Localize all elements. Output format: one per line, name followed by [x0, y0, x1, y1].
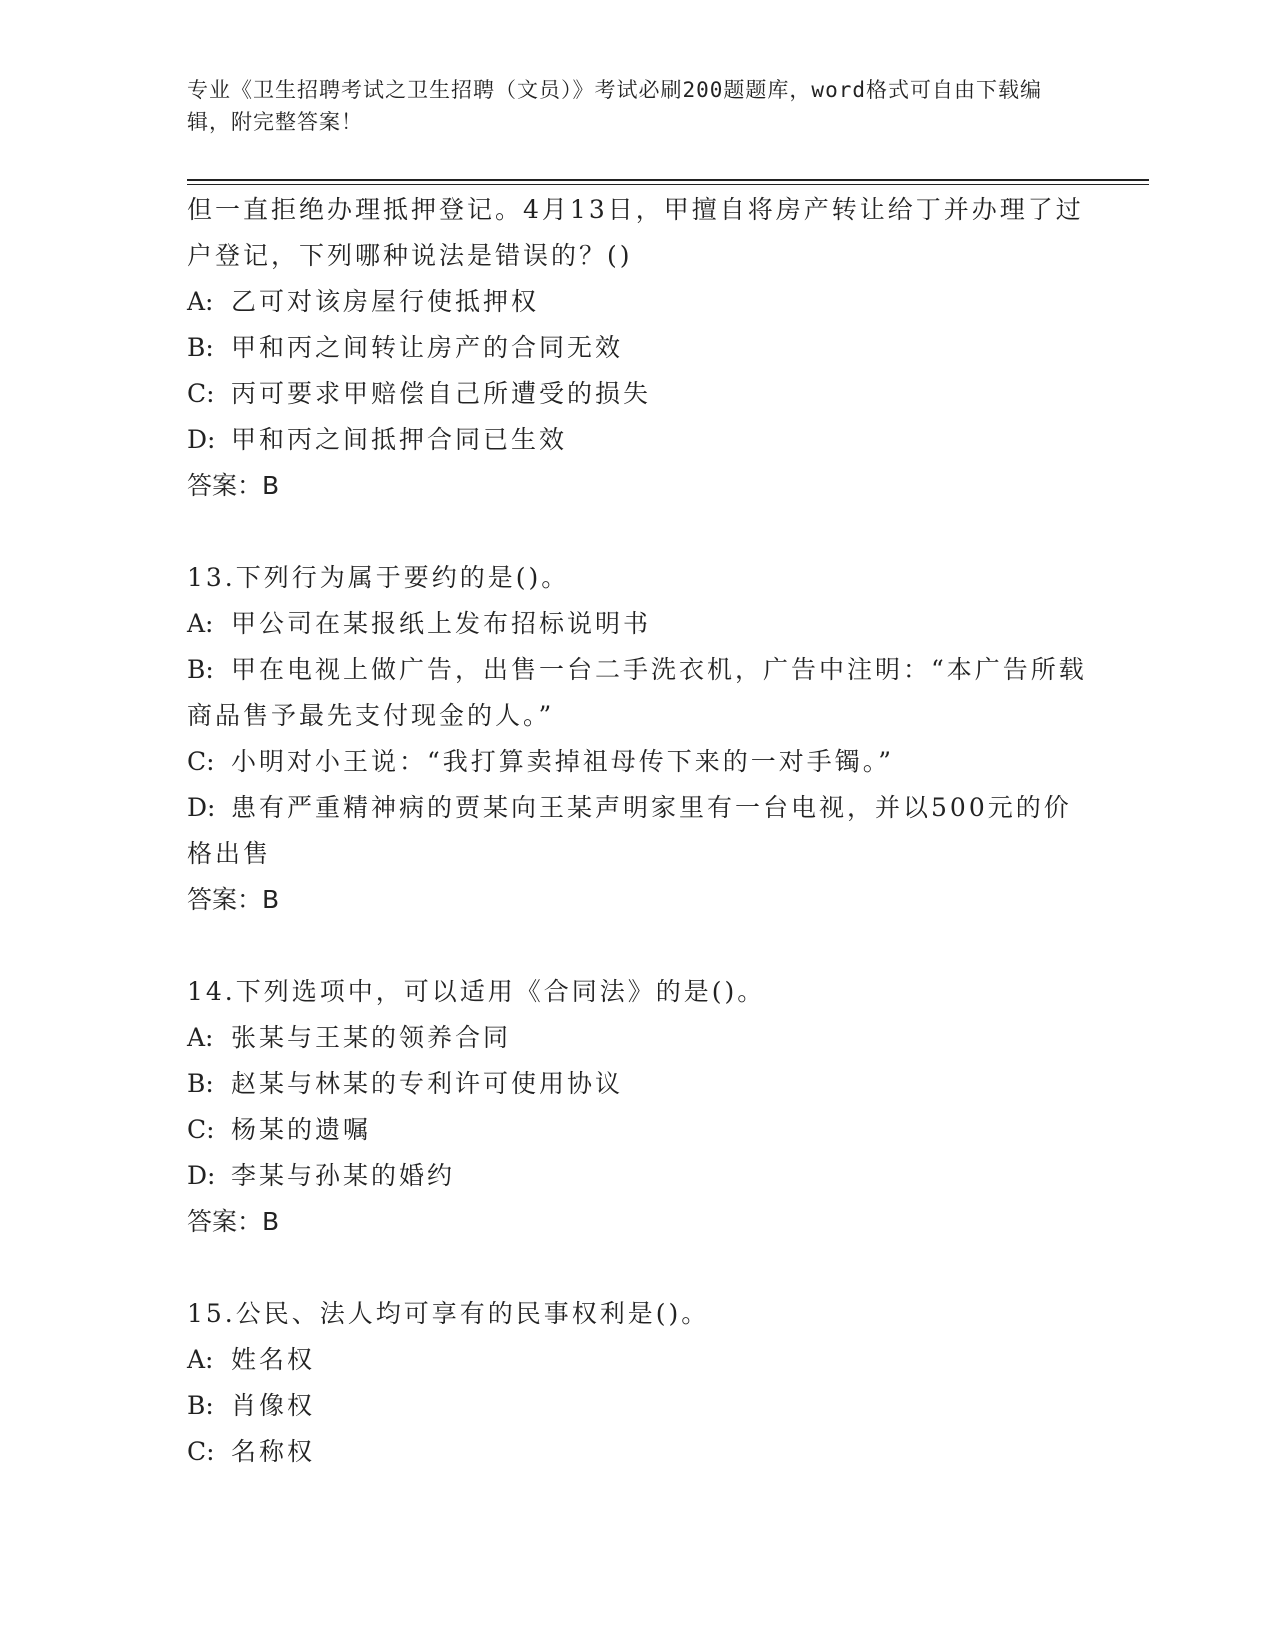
- option-text: 肖像权: [231, 1391, 316, 1420]
- question-stem: 14.下列选项中，可以适用《合同法》的是()。: [187, 977, 766, 1006]
- option-text: 名称权: [231, 1437, 316, 1466]
- spacer: [187, 1245, 1087, 1291]
- option-letter: C:: [187, 747, 215, 776]
- option-letter: B:: [187, 655, 214, 684]
- header-rule-thick: [187, 179, 1149, 181]
- answer-line: 答案：B: [187, 471, 280, 500]
- question-stem-continued: 但一直拒绝办理抵押登记。4月13日，甲擅自将房产转让给丁并办理了过户登记，下列哪种说法是错误的？(): [187, 195, 1084, 270]
- option-letter: C:: [187, 1115, 215, 1144]
- option-letter: A:: [187, 1023, 214, 1052]
- option-text: 乙可对该房屋行使抵押权: [231, 287, 540, 316]
- question-stem: 15.公民、法人均可享有的民事权利是()。: [187, 1299, 710, 1328]
- option-text: 杨某的遗嘱: [231, 1115, 372, 1144]
- option-b: [187, 647, 1087, 739]
- answer-line: 答案：B: [187, 885, 280, 914]
- option-letter: D:: [187, 793, 216, 822]
- option-text: 赵某与林某的专利许可使用协议: [231, 1069, 624, 1098]
- option-c: [187, 1107, 1087, 1153]
- document-header: 专业《卫生招聘考试之卫生招聘（文员）》考试必刷200题题库，word格式可自由下载编辑，附完整答案！: [187, 78, 1042, 134]
- option-letter: C:: [187, 1437, 215, 1466]
- option-d: [187, 785, 1087, 877]
- option-letter: B:: [187, 333, 214, 362]
- option-a: [187, 279, 1087, 325]
- option-letter: A:: [187, 1345, 214, 1374]
- option-a: [187, 601, 1087, 647]
- option-a: [187, 1015, 1087, 1061]
- option-letter: B:: [187, 1069, 214, 1098]
- option-letter: D:: [187, 1161, 216, 1190]
- answer-line: 答案：B: [187, 1207, 280, 1236]
- option-d: [187, 417, 1087, 463]
- option-c: [187, 739, 1087, 785]
- option-text: 甲公司在某报纸上发布招标说明书: [231, 609, 652, 638]
- option-letter: D:: [187, 425, 216, 454]
- option-text: 小明对小王说：“我打算卖掉祖母传下来的一对手镯。”: [231, 747, 895, 776]
- document-body: [187, 187, 1087, 1475]
- option-letter: A:: [187, 287, 214, 316]
- option-letter: C:: [187, 379, 215, 408]
- spacer: [187, 509, 1087, 555]
- option-c: [187, 1429, 1087, 1475]
- header-rule-thin: [187, 184, 1149, 185]
- option-a: [187, 1337, 1087, 1383]
- option-text: 姓名权: [231, 1345, 316, 1374]
- option-c: [187, 371, 1087, 417]
- option-b: [187, 1383, 1087, 1429]
- option-text: 甲在电视上做广告，出售一台二手洗衣机，广告中注明：“本广告所载商品售予最先支付现金的人。”: [187, 655, 1087, 730]
- option-text: 患有严重精神病的贾某向王某声明家里有一台电视，并以500元的价格出售: [187, 793, 1072, 868]
- option-text: 张某与王某的领养合同: [231, 1023, 512, 1052]
- option-letter: B:: [187, 1391, 214, 1420]
- option-text: 丙可要求甲赔偿自己所遭受的损失: [231, 379, 652, 408]
- option-b: [187, 1061, 1087, 1107]
- option-d: [187, 1153, 1087, 1199]
- question-stem: 13.下列行为属于要约的是()。: [187, 563, 570, 592]
- option-text: 甲和丙之间抵押合同已生效: [231, 425, 568, 454]
- option-text: 甲和丙之间转让房产的合同无效: [231, 333, 624, 362]
- option-b: [187, 325, 1087, 371]
- option-letter: A:: [187, 609, 214, 638]
- option-text: 李某与孙某的婚约: [231, 1161, 456, 1190]
- spacer: [187, 923, 1087, 969]
